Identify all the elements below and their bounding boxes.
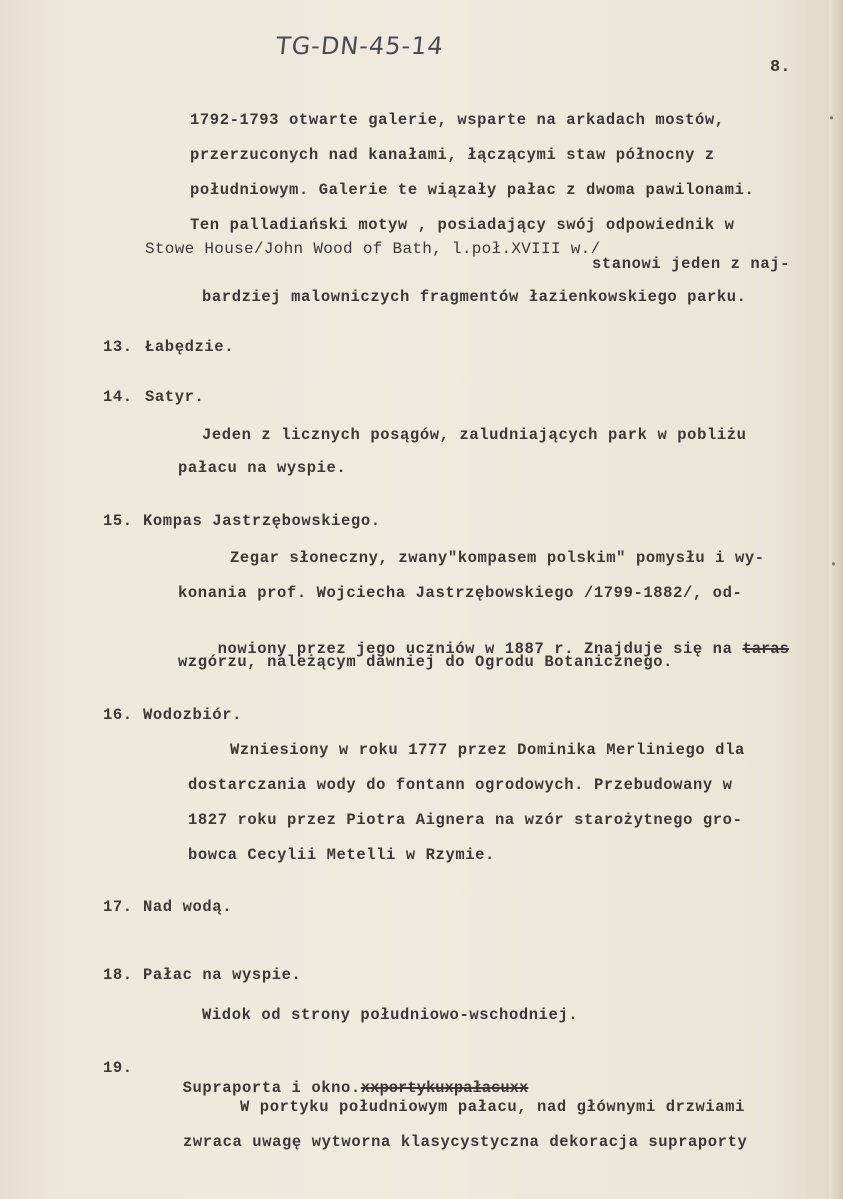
text-line: 1827 roku przez Piotra Aignera na wzór starożytnego gro- (188, 811, 743, 829)
text-line: stanowi jeden z naj- (592, 255, 791, 273)
title-span: Supraporta i okno. (182, 1079, 361, 1097)
text-span: nowiony przez jego uczniów w 1887 r. Znajduje się na (217, 640, 733, 658)
item-title: Łabędzie. (145, 338, 235, 356)
text-line: pałacu na wyspie. (178, 459, 347, 477)
page-number: 8. (770, 58, 791, 77)
text-line: dostarczania wody do fontann ogrodowych. Przebudowany w (188, 776, 733, 794)
item-number: 19. (103, 1059, 133, 1077)
item-number: 17. (103, 898, 133, 916)
margin-mark: • (830, 558, 838, 572)
inserted-line: Stowe House/John Wood of Bath, l.poł.XVIII w./ (145, 240, 601, 258)
text-line: Widok od strony południowo-wschodniej. (202, 1006, 579, 1024)
margin-mark: • (828, 112, 836, 126)
text-line: przerzuconych nad kanałami, łączącymi staw północny z (190, 146, 715, 164)
item-title: Pałac na wyspie. (143, 966, 302, 984)
text-line: bardziej malowniczych fragmentów łazienkowskiego parku. (202, 288, 747, 306)
item-number: 16. (103, 706, 133, 724)
item-number: 14. (103, 388, 133, 406)
text-line: Wzniesiony w roku 1777 przez Dominika Merliniego dla (230, 741, 745, 759)
text-line: wzgórzu, należącym dawniej do Ogrodu Botanicznego. (178, 653, 674, 671)
text-line: południowym. Galerie te wiązały pałac z dwoma pawilonami. (190, 181, 755, 199)
item-number: 13. (103, 338, 133, 356)
text-line: W portyku południowym pałacu, nad głównymi drzwiami (240, 1098, 745, 1116)
struck-text: taras (742, 640, 789, 658)
item-title: Satyr. (145, 388, 205, 406)
item-number: 15. (103, 512, 133, 530)
text-line: Ten palladiański motyw , posiadający swój odpowiednik w (190, 216, 735, 234)
text-line: bowca Cecylii Metelli w Rzymie. (188, 846, 495, 864)
item-title: Nad wodą. (143, 898, 233, 916)
handwritten-id: TG-DN-45-14 (274, 32, 446, 60)
text-line: 1792-1793 otwarte galerie, wsparte na arkadach mostów, (190, 111, 725, 129)
struck-text: xxportykuxpałacuxx (360, 1079, 529, 1097)
text-line: Zegar słoneczny, zwany"kompasem polskim" pomysłu i wy- (230, 549, 765, 567)
page-edge (829, 0, 843, 1199)
text-line: zwraca uwagę wytworna klasycystyczna dekoracja supraporty (183, 1133, 748, 1151)
item-title: Wodozbiór. (143, 706, 243, 724)
item-number: 18. (103, 966, 133, 984)
text-line: konania prof. Wojciecha Jastrzębowskiego /1799-1882/, od- (178, 584, 743, 602)
text-line: Jeden z licznych posągów, zaludniających park w pobliżu (202, 426, 747, 444)
item-title: Kompas Jastrzębowskiego. (143, 512, 381, 530)
